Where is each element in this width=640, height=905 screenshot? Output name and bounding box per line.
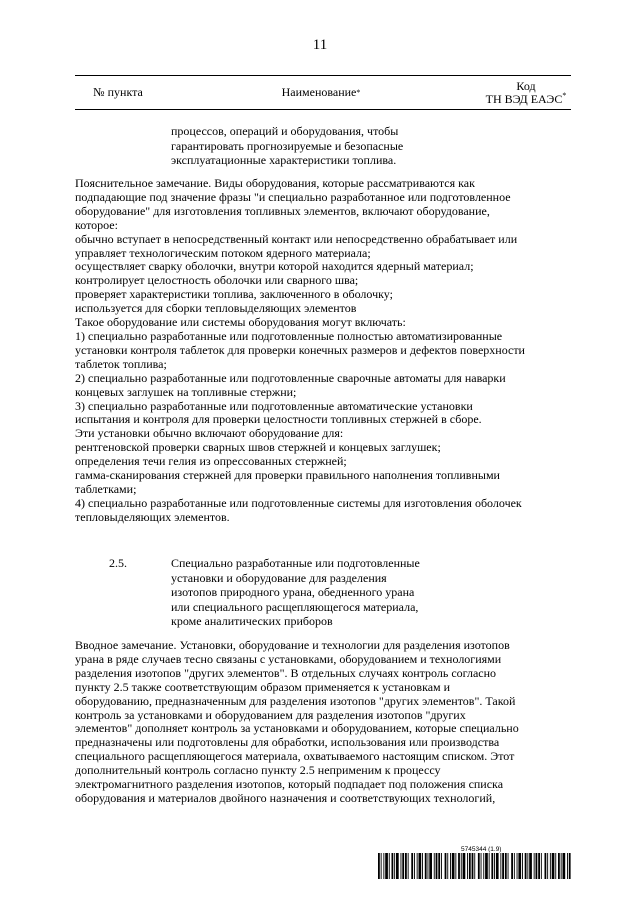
text-line: таблеток топлива;: [75, 356, 167, 371]
text-line: контроль за установками и оборудованием для разделения изотопов "других: [75, 707, 466, 722]
text-line: Такое оборудование или системы оборудования могут включать:: [75, 315, 406, 330]
barcode-bar: [478, 853, 480, 879]
text-line: контролирует целостность оболочки или сварного шва;: [75, 273, 359, 288]
text-line: испытания и контроля для проверки целостности топливных стержней в сборе.: [75, 412, 482, 427]
text-line: эксплуатационные характеристики топлива.: [171, 153, 397, 167]
page-number: 11: [312, 37, 328, 53]
barcode-bar: [522, 853, 523, 879]
barcode-bar: [558, 853, 560, 879]
barcode-bar: [472, 853, 474, 879]
header-col-code-line1: Код: [516, 78, 536, 93]
text-line: Эти установки обычно включают оборудование для:: [75, 426, 344, 441]
barcode-bar: [394, 853, 395, 879]
barcode-bar: [489, 853, 490, 879]
barcode-bar: [389, 853, 390, 879]
text-line: Пояснительное замечание. Виды оборудования, которые рассматриваются как: [75, 176, 475, 190]
barcode-bar: [422, 853, 423, 879]
text-line: Вводное замечание. Установки, оборудование и технологии для разделения изотопов: [75, 638, 510, 652]
barcode-bar: [436, 853, 438, 879]
barcode-bar: [491, 853, 493, 879]
barcode-bar: [536, 853, 538, 879]
text-line: установки контроля таблеток для проверки конечных размеров и дефектов поверхности: [75, 342, 525, 357]
barcode-bar: [458, 853, 460, 879]
text-line: кроме аналитических приборов: [171, 614, 333, 629]
barcode-bar: [485, 853, 488, 879]
text-line: рентгеновской проверки сварных швов стержней и концевых заглушек;: [75, 440, 441, 455]
barcode-bar: [545, 853, 547, 879]
barcode-bar: [467, 853, 468, 879]
text-line: 2) специально разработанные или подготовленные сварочные автоматы для наварки: [75, 370, 506, 385]
text-line: пункту 2.5 также соответствующим образом применяется к установкам и: [75, 679, 451, 694]
barcode-bar: [438, 853, 440, 879]
barcode-bar: [529, 853, 532, 879]
introductory-note: [75, 639, 575, 806]
barcode-bar: [452, 853, 455, 879]
barcode-bar: [383, 853, 384, 879]
barcode-bar: [414, 853, 415, 879]
item-number: 2.5.: [109, 556, 127, 570]
barcode-bar: [538, 853, 540, 879]
text-line: элементов" дополняет контроль за установками и оборудованием, которые специально: [75, 721, 519, 736]
barcode-bar: [502, 853, 504, 879]
text-line: обычно вступает в непосредственный контакт или непосредственно обрабатывает или: [75, 231, 518, 246]
barcode-bar: [555, 853, 556, 879]
barcode-bar: [483, 853, 484, 879]
barcode-bar: [517, 853, 518, 879]
barcode-bar: [378, 853, 380, 879]
header-col-code: [481, 76, 571, 109]
item-title: [171, 556, 420, 629]
barcode-bar: [552, 853, 555, 879]
barcode-bar: [461, 853, 462, 879]
barcode-bar: [434, 853, 435, 879]
header-col-code-line2: [485, 90, 567, 106]
barcode-bar: [417, 853, 418, 879]
barcode-bar: [450, 853, 451, 879]
barcode-bar: [419, 853, 422, 879]
text-line: концевых заглушек на топливные стержни;: [75, 384, 297, 399]
barcode-bar: [518, 853, 521, 879]
header-table: [75, 75, 571, 110]
barcode-bar: [392, 853, 394, 879]
barcode: [378, 853, 571, 879]
barcode-bar: [511, 853, 513, 879]
barcode-bar: [494, 853, 495, 879]
barcode-bar: [429, 853, 432, 879]
text-line: осуществляет сварку оболочки, внутри которой находится ядерный материал;: [75, 259, 474, 274]
barcode-bar: [425, 853, 427, 879]
text-line: электромагнитного разделения изотопов, который подпадает под положения списка: [75, 777, 504, 792]
barcode-bar: [534, 853, 535, 879]
barcode-bar: [508, 853, 509, 879]
barcode-bar: [547, 853, 548, 879]
text-line: проверяет характеристики топлива, заключенного в оболочку;: [75, 287, 393, 302]
text-line: специального расщепляющегося материала, охватываемого настоящим списком. Этот: [75, 749, 515, 764]
barcode-bar: [541, 853, 542, 879]
barcode-bar: [569, 853, 571, 879]
barcode-bar: [527, 853, 528, 879]
barcode-bar: [496, 853, 499, 879]
barcode-bar: [463, 853, 466, 879]
header-col-name-text: Наименование: [281, 85, 357, 99]
header-col-number: № пункта: [93, 85, 143, 99]
barcode-bar: [401, 853, 402, 879]
barcode-bar: [563, 853, 566, 879]
continuation-text: [171, 124, 403, 168]
text-line: определения течи гелия из опрессованных стержней;: [75, 454, 347, 469]
text-line: оборудование" для изготовления топливных элементов, включают оборудование,: [75, 203, 490, 218]
text-line: урана в ряде случаев тесно связаны с установками, оборудованием и технологиями: [75, 651, 502, 666]
explanatory-note: [75, 177, 575, 525]
barcode-bar: [408, 853, 409, 879]
text-line: или специального расщепляющегося материала,: [171, 599, 419, 614]
text-line: оборудованию, предназначенным для разделения изотопов "других элементов". Такой: [75, 693, 516, 708]
barcode-bar: [405, 853, 407, 879]
text-line: установки и оборудование для разделения: [171, 570, 387, 585]
barcode-bar: [481, 853, 482, 879]
text-line: которое:: [75, 217, 118, 232]
barcode-bar: [441, 853, 442, 879]
barcode-bar: [525, 853, 527, 879]
barcode-bar: [500, 853, 501, 879]
header-col-code-text: ТН ВЭД ЕАЭС: [485, 91, 563, 106]
text-line: подпадающие под значение фразы "и специально разработанное или подготовленное: [75, 189, 511, 204]
text-line: процессов, операций и оборудования, чтобы: [171, 124, 399, 138]
text-line: используется для сборки тепловыделяющих элементов: [75, 301, 357, 316]
text-line: 4) специально разработанные или подготовленные системы для изготовления оболочек: [75, 495, 522, 510]
text-line: разделения изотопов "других элементов". В отдельных случаях контроль согласно: [75, 665, 497, 680]
text-line: Специально разработанные или подготовленные: [171, 556, 420, 570]
barcode-bar: [567, 853, 568, 879]
text-line: 1) специально разработанные или подготовленные полностью автоматизированные: [75, 328, 503, 343]
text-line: предназначены или подготовлены для обработки, использования или производства: [75, 735, 500, 750]
text-line: дополнительный контроль согласно пункту 2.5 неприменим к процессу: [75, 763, 441, 778]
text-line: гамма-сканирования стержней для проверки правильного наполнения топливными: [75, 468, 500, 483]
barcode-bar: [385, 853, 388, 879]
barcode-bar: [455, 853, 456, 879]
barcode-bar: [411, 853, 413, 879]
barcode-bar: [474, 853, 475, 879]
text-line: гарантировать прогнозируемые и безопасные: [171, 138, 404, 153]
barcode-bar: [402, 853, 404, 879]
text-line: тепловыделяющих элементов.: [75, 509, 230, 524]
barcode-bar: [428, 853, 429, 879]
barcode-bar: [396, 853, 399, 879]
text-line: 3) специально разработанные или подготовленные автоматические установки: [75, 398, 473, 413]
text-line: таблетками;: [75, 481, 137, 496]
barcode-bar: [447, 853, 448, 879]
barcode-bar: [445, 853, 447, 879]
text-line: управляет технологическим потоком ядерного материала;: [75, 245, 371, 260]
header-col-code-mark: *: [562, 90, 567, 100]
barcode-bar: [550, 853, 551, 879]
text-line: изотопов природного урана, обедненного урана: [171, 585, 415, 600]
header-col-name: Наименование *: [281, 85, 361, 99]
barcode-bar: [505, 853, 507, 879]
document-code: 5745344 (1.9): [461, 846, 502, 853]
barcode-bar: [381, 853, 382, 879]
barcode-bar: [469, 853, 471, 879]
text-line: оборудования и материалов двойного назначения и соответствующих технологий,: [75, 790, 496, 805]
barcode-bar: [514, 853, 515, 879]
barcode-bar: [561, 853, 562, 879]
